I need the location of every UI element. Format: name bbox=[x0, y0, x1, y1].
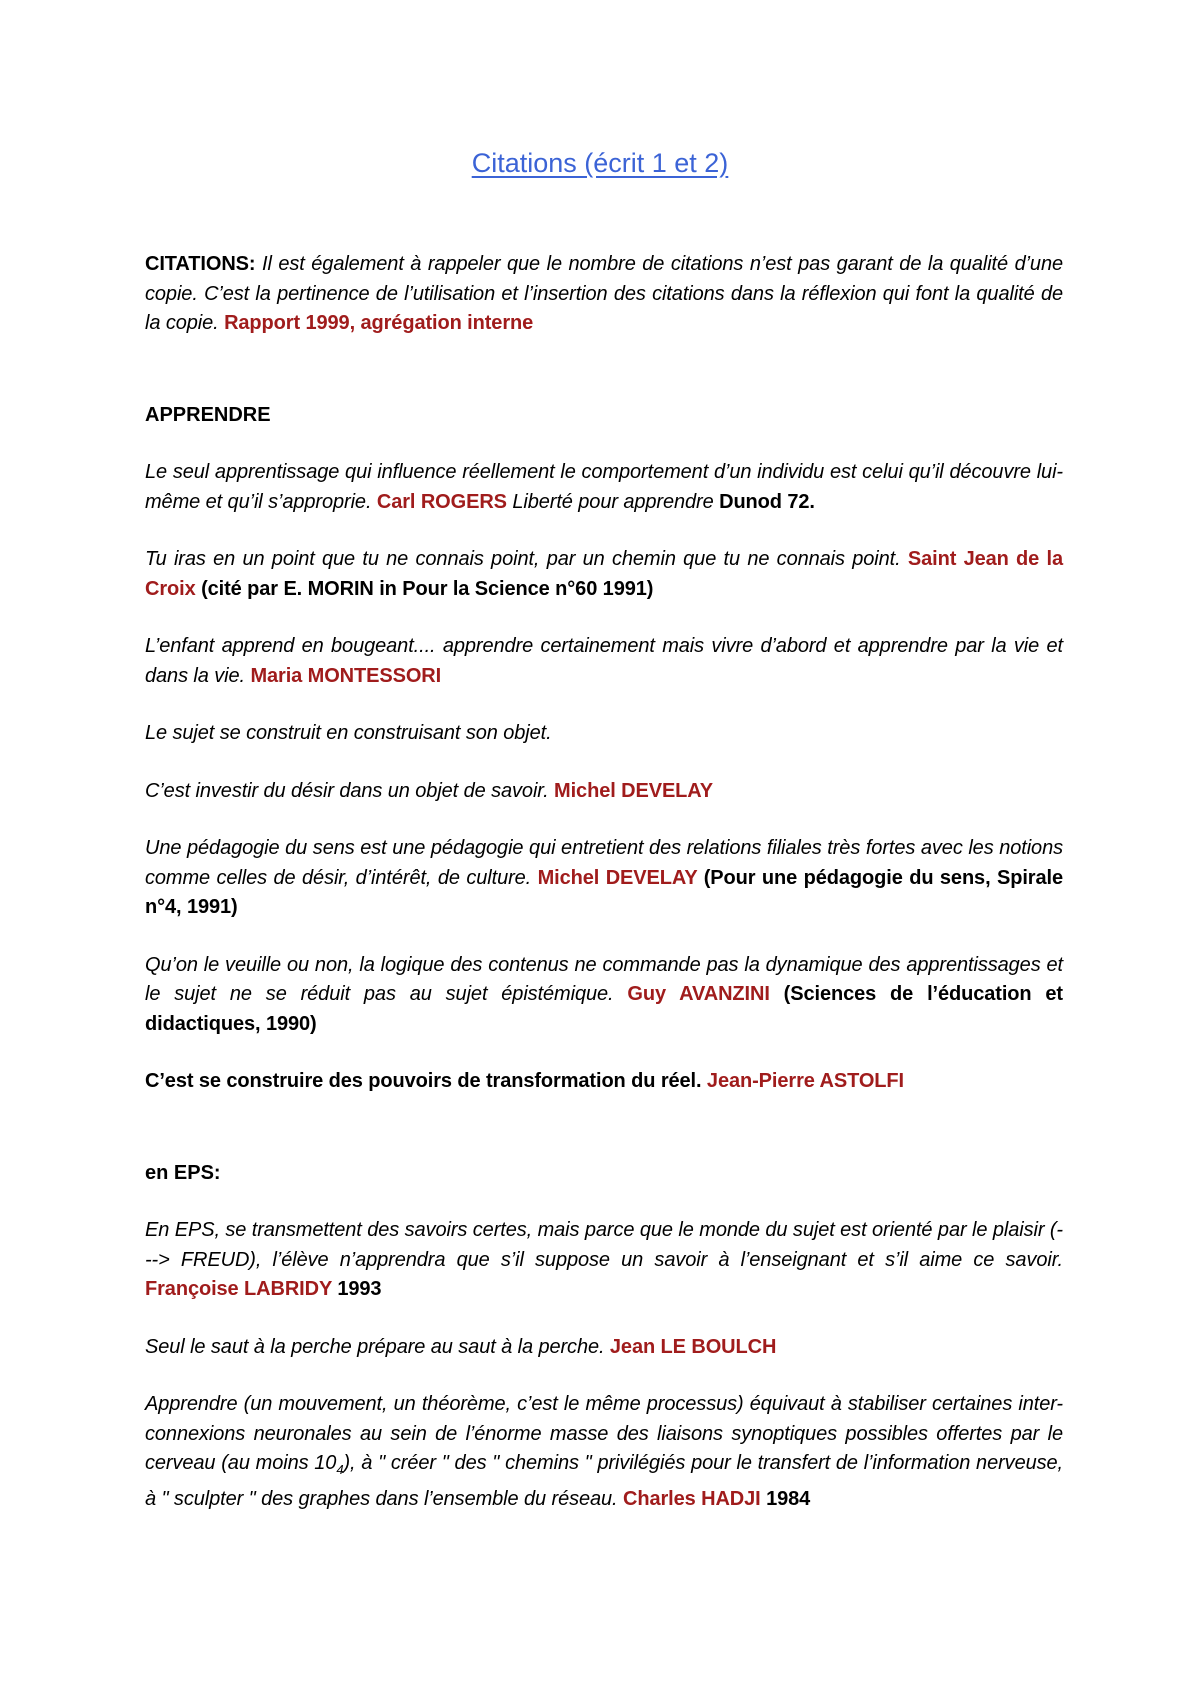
citation-quote: C’est investir du désir dans un objet de savoir. bbox=[145, 779, 555, 802]
intro-text: Il est également à rappeler que le nombre de citations n’est pas garant de la qualité d’une copie. C’est la pertinence de l’utilisation et l’insertion des citations dans la réflexion qui font la qualité de la copie. bbox=[145, 253, 1063, 334]
citation-author: Jean LE BOULCH bbox=[609, 1335, 777, 1358]
page-title: Citations (écrit 1 et 2) bbox=[471, 148, 729, 178]
citation-text: C’est se construire des pouvoirs de transformation du réel. bbox=[145, 1070, 707, 1092]
citation bbox=[145, 777, 1063, 807]
section-heading-apprendre: APPRENDRE bbox=[145, 403, 271, 426]
citation-quote: Le seul apprentissage qui influence réellement le comportement d’un individu est celui qu’il découvre lui-même et qu’il s’approprie. bbox=[145, 461, 1063, 513]
section-heading-eps: en EPS: bbox=[145, 1161, 221, 1184]
citation-author: Françoise LABRIDY bbox=[145, 1278, 332, 1300]
citation-author: Michel DEVELAY bbox=[554, 779, 714, 802]
citation-quote: Qu’on le veuille ou non, la logique des contenus ne commande pas la dynamique des apprentissages et le sujet ne se réduit pas au sujet épistémique. bbox=[145, 953, 1063, 1005]
citation-quote: Seul le saut à la perche prépare au saut à la perche. bbox=[145, 1335, 610, 1358]
citation-author: Charles HADJI bbox=[622, 1487, 761, 1510]
citation bbox=[145, 951, 1063, 1040]
intro-paragraph bbox=[145, 250, 1063, 339]
citation bbox=[145, 1067, 1063, 1097]
citation-quote-end: ), à " créer " des " chemins " privilégiés pour le transfert de l’information nerveuse, à " sculpter " des graphes dans l’ensemble du réseau. bbox=[145, 1452, 1063, 1510]
citation-work: Liberté pour apprendre bbox=[506, 490, 714, 513]
citation-quote: Tu iras en un point que tu ne connais point, par un chemin que tu ne connais point. bbox=[145, 548, 908, 570]
citation-ref: 1993 bbox=[331, 1278, 382, 1300]
citation-author: Jean-Pierre ASTOLFI bbox=[706, 1070, 904, 1092]
intro-label: CITATIONS: bbox=[145, 253, 256, 275]
citation-author: Saint Jean de la Croix bbox=[145, 548, 1063, 600]
citation bbox=[145, 1216, 1063, 1305]
citation-quote: L’enfant apprend en bougeant.... apprendre certainement mais vivre d’abord et apprendre par la vie et dans la vie. bbox=[145, 635, 1063, 687]
citation-author: Michel DEVELAY bbox=[537, 866, 698, 889]
citation-quote: Le sujet se construit en construisant son objet. bbox=[145, 722, 552, 744]
citation bbox=[145, 458, 1063, 517]
citation-quote-subscript: 4 bbox=[336, 1462, 344, 1477]
citation bbox=[145, 1333, 1063, 1363]
intro-source: Rapport 1999, agrégation interne bbox=[224, 312, 534, 334]
citation bbox=[145, 545, 1063, 604]
citation-author: Guy AVANZINI bbox=[627, 983, 770, 1005]
citation bbox=[145, 834, 1063, 923]
citation-author: Maria MONTESSORI bbox=[250, 664, 442, 687]
citation-author: Carl ROGERS bbox=[376, 490, 507, 513]
citation-quote: Apprendre (un mouvement, un théorème, c’est le même processus) équivaut à stabiliser certaines inter-connexions neuronales au sein de l’énorme masse des liaisons synoptiques possibles offertes par le cerveau (au moins 10 bbox=[145, 1393, 1063, 1474]
citation-ref: Dunod 72. bbox=[713, 490, 815, 513]
citation-ref: (Sciences de l’éducation et didactiques, 1990) bbox=[145, 983, 1063, 1035]
citation-ref: (cité par E. MORIN in Pour la Science n°60 1991) bbox=[195, 577, 654, 600]
citation-ref: (Pour une pédagogie du sens, Spirale n°4, 1991) bbox=[145, 866, 1063, 918]
citation-quote: En EPS, se transmettent des savoirs certes, mais parce que le monde du sujet est orienté par le plaisir (---> FREUD), l’élève n’apprendra que s’il suppose un savoir à l’enseignant et s’il aime ce savoir. bbox=[145, 1219, 1063, 1271]
citation bbox=[145, 1390, 1063, 1514]
citation-quote: Une pédagogie du sens est une pédagogie qui entretient des relations filiales très fortes avec les notions comme celles de désir, d’intérêt, de culture. bbox=[145, 837, 1063, 889]
document-body bbox=[145, 250, 1063, 1514]
citation-ref: 1984 bbox=[760, 1487, 811, 1510]
citation bbox=[145, 719, 1063, 749]
citation bbox=[145, 632, 1063, 691]
